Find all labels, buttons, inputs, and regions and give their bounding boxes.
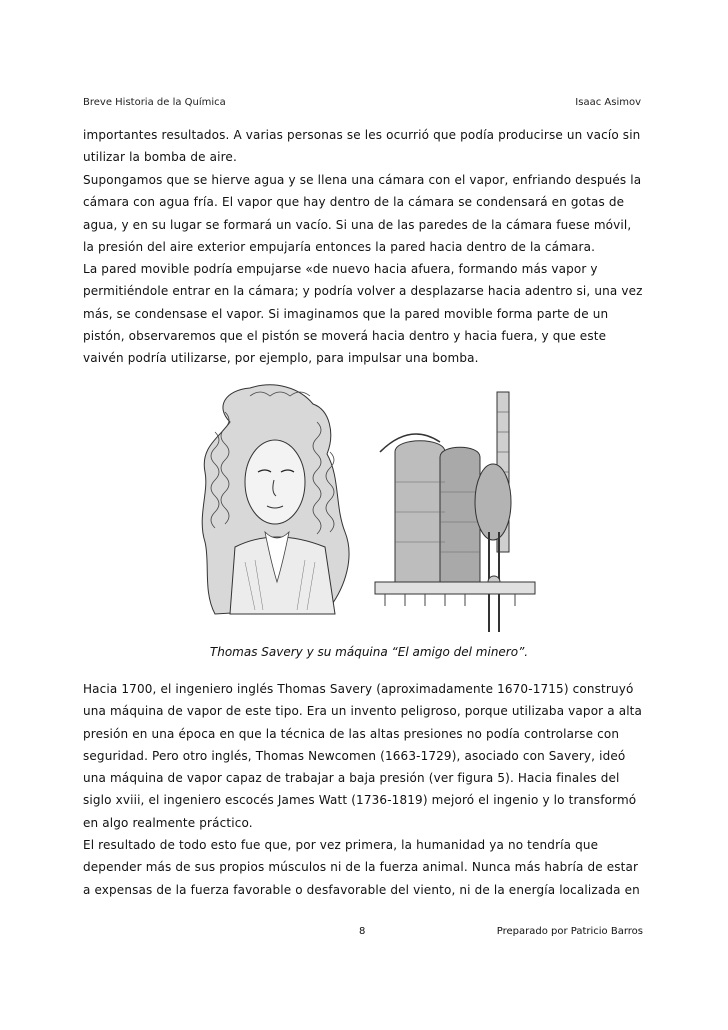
figure xyxy=(195,382,555,632)
author-name: Isaac Asimov xyxy=(575,97,641,108)
footer-credit: Preparado por Patricio Barros xyxy=(496,926,643,937)
paragraph: importantes resultados. A varias personas se les ocurrió que podía producirse un vacío sin utilizar la bomba de aire. xyxy=(83,128,641,165)
steam-engine-icon xyxy=(375,392,535,632)
paragraph: Hacia 1700, el ingeniero inglés Thomas Savery (aproximadamente 1670-1715) construyó una máquina de vapor de este tipo. Era un invento peligroso, porque utilizaba vapor a alta presión en una época en que la técnica de las altas presiones no podía controlarse con seguridad. Pero otro inglés, Thomas Newcomen (1663-1729), asociado con Savery, ideó una máquina de vapor capaz de trabajar a baja presión (ver figura 5). Hacia finales del siglo xviii, el ingeniero escocés James Watt (1736-1819) mejoró el ingenio y lo transformó en algo realmente práctico. xyxy=(83,682,643,830)
figure-illustration xyxy=(195,382,555,632)
page-number: 8 xyxy=(359,926,366,937)
paragraph: Supongamos que se hierve agua y se llena una cámara con el vapor, enfriando después la cámara con agua fría. El vapor que hay dentro de la cámara se condensará en gotas de agua, y en su lugar se formará un vacío. Si una de las paredes de la cámara fuese móvil, la presión del aire exterior empujaría entonces la pared hacia dentro de la cámara. xyxy=(83,173,642,254)
figure-caption: Thomas Savery y su máquina “El amigo del minero”. xyxy=(209,645,529,659)
page-footer xyxy=(83,926,643,940)
book-title: Breve Historia de la Química xyxy=(83,97,226,108)
paragraph: El resultado de todo esto fue que, por vez primera, la humanidad ya no tendría que depender más de sus propios músculos ni de la fuerza animal. Nunca más habría de estar a expensas de la fuerza favorable o desfavorable del viento, ni de la energía localizada en xyxy=(83,838,640,897)
paragraph: La pared movible podría empujarse «de nuevo hacia afuera, formando más vapor y permitiéndole entrar en la cámara; y podría volver a desplazarse hacia adentro si, una vez más, se condensase el vapor. Si imaginamos que la pared movible forma parte de un pistón, observaremos que el pistón se moverá hacia dentro y hacia fuera, y que este vaivén podría utilizarse, por ejemplo, para impulsar una bomba. xyxy=(83,262,643,366)
portrait-icon xyxy=(202,385,349,614)
page-header xyxy=(83,97,641,111)
